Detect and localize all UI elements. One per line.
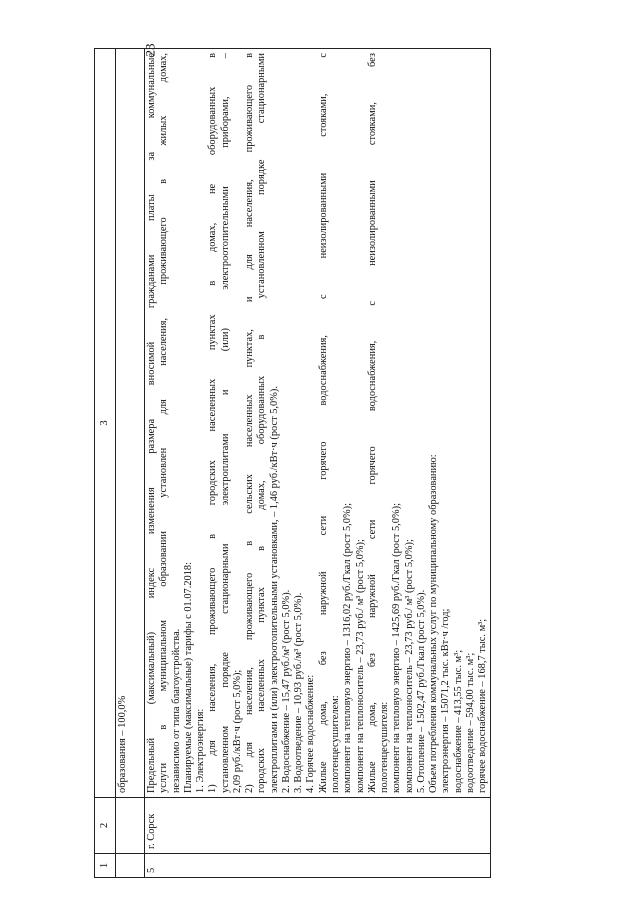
continuation-row: [116, 49, 145, 878]
description-line: городских населенных пунктах в домах, оборудованных в установленном порядке стационарными: [256, 53, 268, 793]
description-line: компонент на теплоноситель – 23,73 руб./ м³ (рост 5,0%);: [403, 539, 415, 793]
description-line: компонент на теплоноситель – 23,73 руб./ м³ (рост 5,0%);: [354, 539, 366, 793]
continuation-text: образования – 100,0%: [116, 49, 145, 798]
header-col-3: 3: [95, 49, 116, 798]
description-line: компонент на тепловую энергию – 1316,02 руб./Гкал (рост 5,0%);: [342, 503, 354, 793]
description-line: 2,09 руб./кВт·ч (рост 5,0%);: [231, 669, 243, 793]
page-number-text: 23: [142, 43, 157, 57]
description-line: 1) для населения, проживающего в городских населенных пунктах в домах, не оборудованных в: [207, 53, 219, 793]
description-line: Жилые дома, без наружной сети горячего водоснабжения, с неизолированными стояками, без: [366, 53, 378, 793]
description-line: компонент на тепловую энергию – 1425,69 руб./Гкал (рост 5,0%);: [391, 503, 403, 793]
description-line: независимо от типа благоустройства.: [170, 628, 182, 793]
continuation-cell-2: [116, 798, 145, 854]
description-line: 4. Горячее водоснабжение:: [305, 674, 317, 793]
description-line: 2. Водоснабжение – 15,47 руб./м³ (рост 5,0%).: [280, 589, 292, 793]
description-line: водоотведение – 594,00 тыс. м³;: [464, 652, 476, 793]
description-line: 2) для населения, проживающего в сельских населенных пунктах, и для населения, проживающего в: [244, 53, 256, 793]
description-line: установленном порядке стационарными электроплитами и (или) электроотопительными приборами, –: [219, 53, 231, 793]
description-line: полотенцесушителя:: [379, 701, 391, 793]
row-number: 5: [145, 854, 491, 878]
header-col-1: 1: [95, 854, 116, 878]
rotated-table-container: [94, 48, 589, 878]
description-line: электроплитами и (или) электроотопительными установками, – 1,46 руб./кВт·ч (рост 5,0%).: [268, 386, 280, 793]
description-line: Предельный (максимальный) индекс изменения размера вносимой гражданами платы за коммунальные: [146, 53, 157, 793]
description-line: полотенцесушителем:: [329, 695, 341, 793]
description-line: электроэнергия – 15071,2 тыс. кВт·ч /год;: [440, 608, 452, 793]
table-row: [145, 49, 491, 878]
description-line: горячее водоснабжение – 168,7 тыс. м³;: [477, 618, 489, 793]
description-line: водоснабжение – 413,55 тыс. м³;: [452, 649, 464, 793]
description-line: Планируемые (максимальные) тарифы с 01.07.2018:: [182, 562, 194, 793]
description-line: Жилые дома, без наружной сети горячего водоснабжения, с неизолированными стояками, с: [317, 53, 329, 793]
row-locality: г. Сорск: [145, 798, 491, 854]
description-line: услуги в муниципальном образовании установлен для населения, проживающего в жилых домах,: [158, 53, 170, 793]
description-line: 5. Отопление – 1502,47 руб./Гкал (рост 5,0%).: [415, 589, 427, 793]
table-header-row: [95, 49, 116, 878]
tariff-table: [94, 48, 491, 878]
continuation-cell-1: [116, 854, 145, 878]
header-col-2: 2: [95, 798, 116, 854]
row-description: [145, 49, 491, 798]
description-line: Объем потребления коммунальных услуг по муниципальному образованию:: [428, 454, 440, 793]
description-line: 1. Электроэнергия:: [195, 708, 207, 793]
description-line: 3. Водоотведение – 10,93 руб./м³ (рост 5,0%).: [293, 592, 305, 793]
